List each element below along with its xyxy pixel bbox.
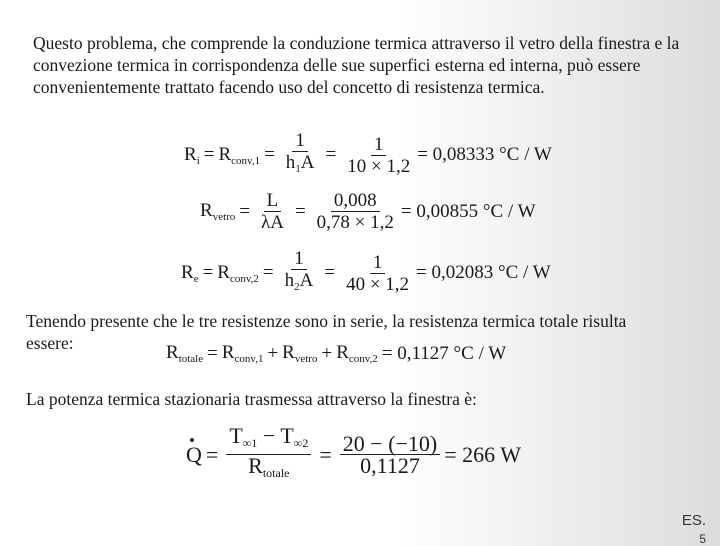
eq-re-fraction-2: $\frac{1}{40 \times 1,2}$ (346, 251, 410, 295)
equation-q: Q = $\frac{T_{\infty 1} - T_{\infty 2}}{R_{totale}}$ = $\frac{20 - (-10)}{0,1127}$ = 266 W (186, 425, 521, 484)
power-paragraph: La potenza termica stazionaria trasmessa attraverso la finestra è: (26, 389, 477, 409)
eq-q-fraction-1: $\frac{T_{\infty 1} - T_{\infty 2}}{R_{totale}}$ (226, 425, 311, 484)
series-paragraph: Tenendo presente che le tre resistenze sono in serie, la resistenza termica totale risulta essere: (26, 311, 627, 353)
slide-footer (681, 512, 706, 546)
eq-re-result: = 0,02083 °C / W (416, 262, 551, 283)
eq-rvetro-fraction-2: $\frac{0,008}{0,78 \times 1,2}$ (316, 190, 394, 233)
eq-rtot-term-2: $R_{vetro}$ (282, 342, 318, 365)
eq-ri-fraction-1: $\frac{1}{h_1A}$ (285, 130, 315, 175)
footer-page-number: 5 (699, 532, 706, 546)
eq-rvetro-result: = 0,00855 °C / W (400, 200, 536, 222)
eq-q-result: = 266 W (444, 441, 522, 467)
eq-q-lhs: Q (186, 441, 202, 467)
eq-re-fraction-1: $\frac{1}{h_2A}$ (284, 248, 314, 293)
eq-ri-fraction-2: $\frac{1}{10 \times 1,2}$ (347, 133, 411, 177)
footer-label: ES. (681, 512, 706, 529)
eq-rtot-lhs: $R_{totale}$ (166, 342, 204, 365)
eq-rtot-result: = 0,1127 °C / W (381, 342, 507, 364)
intro-paragraph: Questo problema, che comprende la conduzione termica attraverso il vetro della finestra e la convezione termica in corrispondenza delle sue superfici esterna ed interna, può essere convenientemente trattato facendo uso del concetto di resistenza termica. (33, 33, 680, 97)
equation-rtotale: $R_{totale}$ = $R_{conv,1}$ + $R_{vetro}$ + $R_{conv,2}$ = 0,1127 °C / W (166, 342, 507, 365)
equation-ri: $R_i$ = $R_{conv,1}$ = $\frac{1}{h_1A}$ = $\frac{1}{10 \times 1,2}$ = 0,08333 °C / W (184, 130, 552, 180)
eq-rtot-term-1: $R_{conv,1}$ (221, 342, 264, 365)
eq-q-fraction-2: $\frac{20 - (-10)}{0,1127}$ (340, 433, 440, 476)
eq-rvetro-lhs: $R_{vetro}$ (200, 200, 236, 223)
eq-ri-rconv: $R_{conv,1}$ (218, 143, 261, 167)
equation-re: $R_e$ = $R_{conv,2}$ = $\frac{1}{h_2A}$ = $\frac{1}{40 \times 1,2}$ = 0,02083 °C / W (181, 248, 551, 298)
equation-rvetro: $R_{vetro}$ = $\frac{L}{\lambda A}$ = $\frac{0,008}{0,78 \times 1,2}$ = 0,00855 °C / W (200, 190, 536, 233)
eq-rtot-term-3: $R_{conv,2}$ (336, 342, 378, 365)
eq-re-rconv: $R_{conv,2}$ (217, 261, 259, 285)
eq-rvetro-fraction-1: $\frac{L}{\lambda A}$ (261, 190, 284, 233)
eq-re-lhs: $R_e$ (181, 261, 199, 285)
eq-ri-lhs: $R_i$ (184, 143, 200, 167)
eq-ri-result: = 0,08333 °C / W (417, 144, 552, 165)
